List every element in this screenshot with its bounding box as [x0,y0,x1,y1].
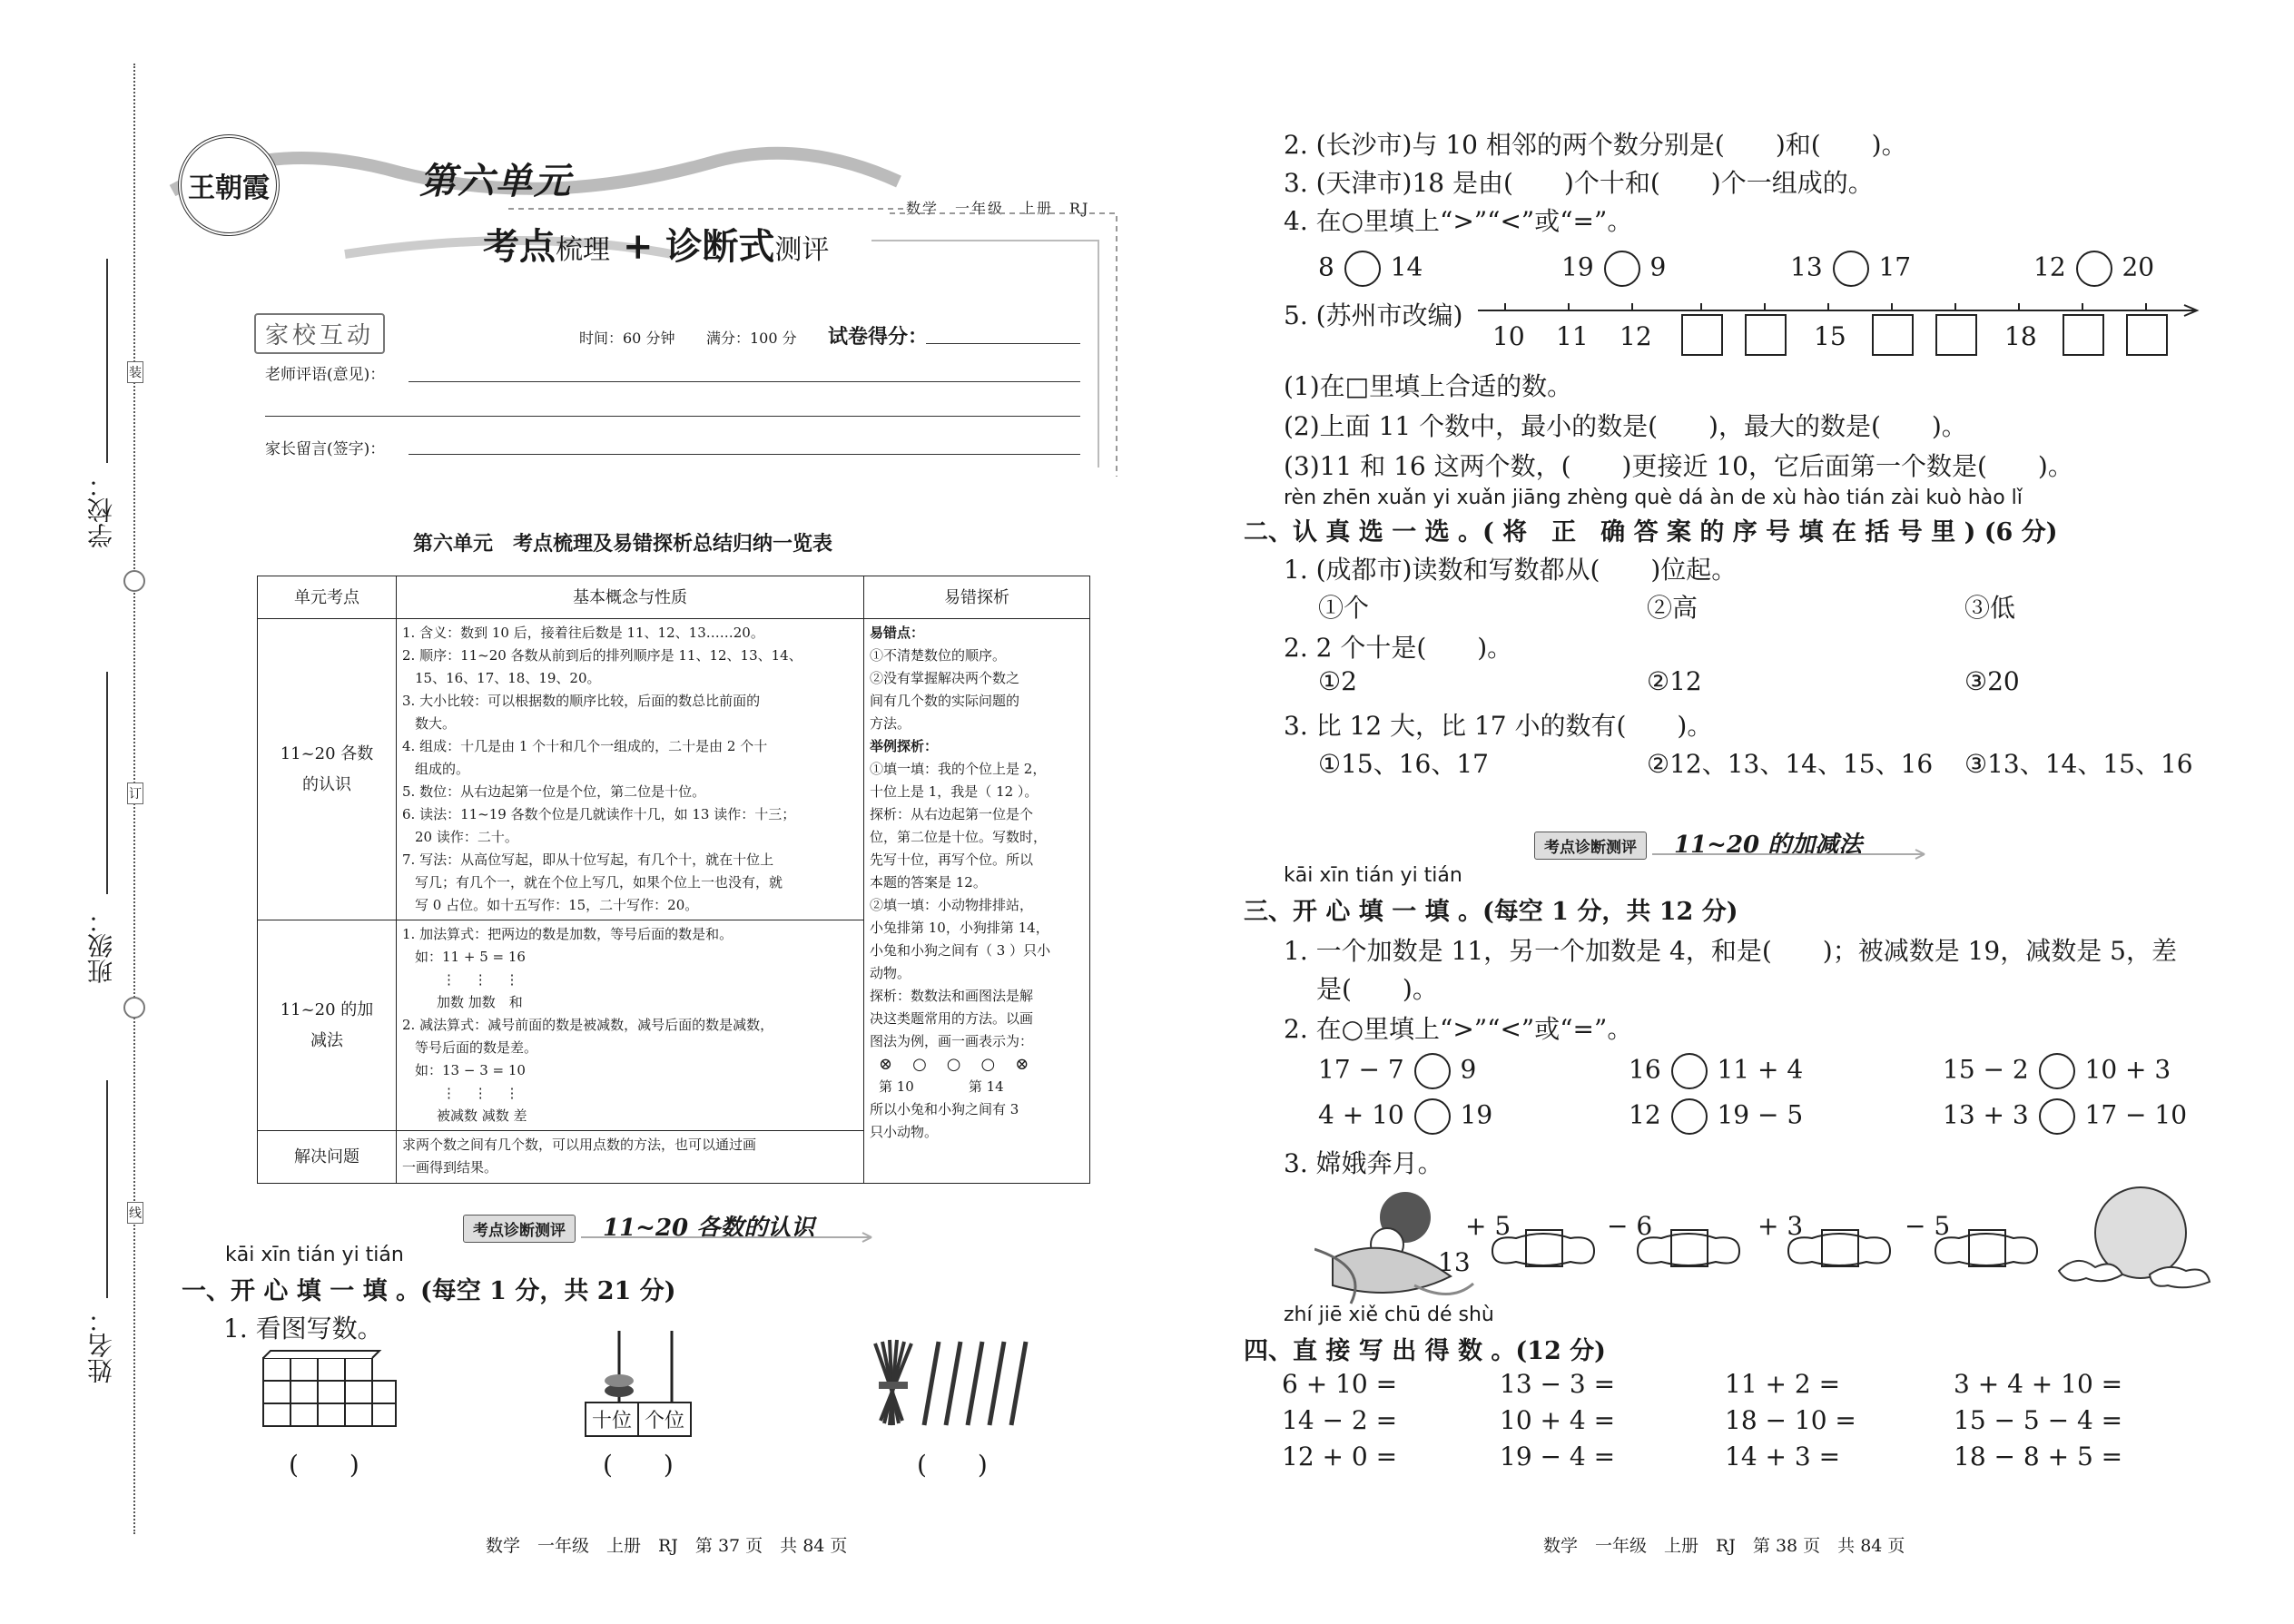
choice-q3-opt-a[interactable]: ①15、16、17 [1318,749,1489,779]
section-1-heading: 一、开 心 填 一 填 。(每空 1 分，共 21 分) [182,1277,676,1305]
tip-line: 十位上是 1，我是（ 12 ）。 [870,783,1039,800]
class-line [106,672,108,894]
compare-left: 12 [1629,1099,1661,1130]
compare-item-3 [1790,251,1911,287]
numline-label: 11 [1556,321,1589,351]
header-dashed-frame [871,204,1144,495]
compare-left: 19 [1561,251,1594,282]
fill-compare-3 [1943,1053,2171,1089]
compare-circle[interactable] [1344,251,1381,287]
content-line: 加数 加数 和 [437,994,523,1010]
sub-title-part3: 诊断式 [665,225,775,268]
calc-item: 14 − 2 = [1282,1405,1398,1435]
banner-title: 11~20 各数的认识 [603,1215,815,1242]
pinyin-1: kāi xīn tián yi tián [225,1244,404,1266]
school-line [106,259,108,463]
compare-right: 19 − 5 [1717,1099,1804,1130]
compare-left: 4 + 10 [1318,1099,1404,1130]
teacher-comment-field-2[interactable] [265,416,1080,417]
compare-circle[interactable] [2039,1098,2075,1135]
content-line: ⋮ ⋮ ⋮ [442,971,519,988]
q1-prompt: 1. 看图写数。 [223,1314,383,1343]
choice-q1-opt-c[interactable]: ③低 [1964,593,2016,623]
tip-line: 探析：从右边起第一位是个 [870,806,1034,822]
unit-title: 第六单元 [419,160,572,202]
tip-line: 小兔和小狗之间有（ 3 ）只小 [870,942,1051,959]
summary-table [257,576,1090,1184]
summary-title: 第六单元 考点梳理及易错探析总结归纳一览表 [413,532,833,556]
q2-neighbors: 2. (长沙市)与 10 相邻的两个数分别是( )和( )。 [1284,130,1907,160]
fill-q3-prompt: 3. 嫦娥奔月。 [1284,1148,1443,1178]
q5-part1: (1)在□里填上合适的数。 [1284,371,1573,401]
parent-comment-field[interactable] [409,454,1080,455]
section-2-heading: 二、认 真 选 一 选 。( 将 正 确 答 案 的 序 号 填 在 括 号 里 ) (6 分) [1244,518,2058,546]
content-line: 1. 含义：数到 10 后，接着往后数是 11、12、13……20。 [402,625,764,641]
section-4-heading: 四、直 接 写 出 得 数 。(12 分) [1244,1337,1606,1365]
brand-tag: 数学 一年级 上册 RJ [906,200,1090,217]
answer-blank-abacus[interactable]: ( ) [603,1450,674,1480]
header-concepts: 基本概念与性质 [397,576,864,619]
content-line: 2. 顺序：11~20 各数从前到后的排列顺序是 11、12、13、14、 [402,647,802,664]
compare-circle[interactable] [1414,1098,1451,1135]
compare-left: 13 + 3 [1943,1099,2029,1130]
content-line: 写几；有几个一，就在个位上写几，如果个位上一也没有，就 [415,874,783,891]
content-add-subtract [397,920,864,1131]
tip-line: ②填一填：小动物排排站， [870,897,1034,913]
content-line: 7. 写法：从高位写起，即从十位写起，有几个十，就在十位上 [402,851,774,868]
tip-line: 举例探析： [870,738,939,754]
answer-blank-cubes[interactable]: ( ) [289,1450,359,1480]
calc-item: 6 + 10 = [1282,1369,1398,1399]
header-error-analysis: 易错探析 [864,576,1090,619]
fill-compare-1 [1318,1053,1476,1089]
tip-line: 易错点： [870,625,925,641]
content-line: 等号后面的数是差。 [415,1039,538,1056]
numline-box[interactable] [1935,314,1977,356]
compare-circle[interactable] [1833,251,1869,287]
content-line: 被减数 减数 差 [437,1107,527,1124]
fill-q1-line2: 是( )。 [1316,974,1438,1004]
chain-op-4: − 5 [1905,1211,1951,1241]
cat-add-subtract [258,920,397,1131]
binding-tag-zhuang: 装 [127,361,143,383]
family-school-label: 家校互动 [254,313,385,354]
tip-line: 动物。 [870,965,911,981]
tip-line: 决这类题常用的方法。以画 [870,1010,1034,1027]
cat-line: 11~20 各数 [280,743,374,763]
answer-blank-sticks[interactable]: ( ) [917,1450,988,1480]
abacus-figure [585,1331,694,1402]
sub-title-part1: 考点 [483,225,556,268]
tip-line: 图法为例，画一画表示为： [870,1033,1034,1049]
compare-circle[interactable] [2076,251,2112,287]
compare-right: 19 [1460,1099,1493,1130]
binding-hole-2 [123,997,145,1019]
choice-q2-opt-c[interactable]: ③20 [1964,666,2020,696]
score-field[interactable] [926,343,1080,344]
content-line: 15、16、17、18、19、20。 [415,670,601,686]
header-unit-point: 单元考点 [258,576,397,619]
tip-line: ①填一填：我的个位上是 2， [870,761,1047,777]
sub-title [483,218,829,270]
choice-q3: 3. 比 12 大，比 17 小的数有( )。 [1284,711,1713,741]
content-line: ⋮ ⋮ ⋮ [442,1085,519,1101]
tip-line: ②没有掌握解决两个数之 [870,670,1020,686]
name-label: 姓名： [86,1307,116,1383]
calc-item: 18 − 8 + 5 = [1954,1442,2123,1471]
numline-label: 18 [2004,321,2037,351]
tip-line: 位，第二位是十位。写数时， [870,829,1048,845]
content-line: 5. 数位：从右边起第一位是个位，第二位是十位。 [402,783,706,800]
fill-q2-prompt: 2. 在○里填上“>”“<”或“=”。 [1284,1014,1633,1044]
parent-comment-label: 家长留言(签字)： [265,440,386,458]
change-fairy-illustration [1314,1176,1478,1313]
error-analysis-cell [864,619,1090,1184]
q5-part2: (2)上面 11 个数中，最小的数是( )，最大的数是( )。 [1284,411,1967,441]
choice-q1-opt-b[interactable]: ②高 [1647,593,1698,623]
sub-title-part4: 测评 [774,234,830,266]
chain-start-number: 13 [1438,1247,1471,1277]
exam-full-score: 满分：100 分 [706,330,797,347]
right-page-footer: 数学 一年级 上册 RJ 第 38 页 共 84 页 [1543,1536,1905,1556]
choice-q3-opt-c[interactable]: ③13、14、15、16 [1964,749,2193,779]
compare-circle[interactable] [1671,1053,1708,1089]
content-line: 一画得到结果。 [402,1159,498,1176]
pinyin-4: zhí jiē xiě chū dé shù [1284,1304,1494,1326]
teacher-comment-field[interactable] [409,381,1080,382]
content-line: 数大。 [415,715,457,732]
compare-left: 15 − 2 [1943,1054,2029,1085]
calc-item: 10 + 4 = [1500,1405,1616,1435]
content-line: 4. 组成：十几是由 1 个十和几个一组成的，二十是由 2 个十 [402,738,768,754]
choice-q2-opt-b[interactable]: ②12 [1647,666,1702,696]
compare-circle[interactable] [1671,1098,1708,1135]
numline-box[interactable] [1872,314,1914,356]
numline-label: 12 [1620,321,1652,351]
compare-right: 9 [1649,251,1667,282]
choice-q2-opt-a[interactable]: ①2 [1318,666,1357,696]
compare-left: 17 − 7 [1318,1054,1404,1085]
compare-right: 17 [1878,251,1912,282]
sub-title-plus: + [622,225,654,268]
fill-q1-line1: 1. 一个加数是 11，另一个加数是 4，和是( )；被减数是 19，减数是 5，差 [1284,936,2177,966]
banner-arrow [1652,848,1943,861]
compare-right: 10 + 3 [2084,1054,2171,1085]
pinyin-2: rèn zhēn xuǎn yi xuǎn jiāng zhèng què dá àn de xù hào tián zài kuò hào lǐ [1284,487,2023,509]
compare-right: 11 + 4 [1717,1054,1804,1085]
numline-box[interactable] [2126,314,2168,356]
banner-pill: 考点诊断测评 [463,1215,576,1243]
banner-title: 11~20 的加减法 [1674,832,1863,859]
calc-item: 3 + 4 + 10 = [1954,1369,2123,1399]
left-page-footer: 数学 一年级 上册 RJ 第 37 页 共 84 页 [486,1536,848,1556]
brand-logo: 王朝霞 [178,134,280,236]
tip-line: 所以小兔和小狗之间有 3 [870,1101,1019,1117]
calc-item: 18 − 10 = [1725,1405,1856,1435]
compare-right: 20 [2122,251,2155,282]
tip-line: 本题的答案是 12。 [870,874,987,891]
fill-compare-5 [1629,1098,1803,1135]
content-line: 2. 减法算式：减号前面的数是被减数，减号后面的数是减数， [402,1017,774,1033]
tip-line: 小兔排第 10，小狗排第 14， [870,920,1049,936]
compare-left: 8 [1318,251,1334,282]
content-line: 20 读作：二十。 [415,829,518,845]
calc-item: 15 − 5 − 4 = [1954,1405,2123,1435]
compare-circle[interactable] [1414,1053,1451,1089]
content-line: 如：11 + 5 = 16 [415,949,526,965]
content-line: 6. 读法：11~19 各数个位是几就读作十几，如 13 读作：十三； [402,806,796,822]
calc-item: 19 − 4 = [1500,1442,1616,1471]
exam-time: 时间：60 分钟 [579,330,675,347]
q4-compare-prompt: 4. 在○里填上“>”“<”或“=”。 [1284,206,1633,236]
banner-arrow [581,1231,890,1244]
fill-compare-6 [1943,1098,2187,1135]
class-label: 班级： [86,908,116,984]
calc-item: 12 + 0 = [1282,1442,1398,1471]
content-line: 求两个数之间有几个数，可以用点数的方法，也可以通过画 [402,1137,757,1153]
compare-item-2 [1561,251,1666,287]
compare-circle[interactable] [1604,251,1640,287]
abacus-ones-label: 个位 [645,1410,685,1432]
binding-tag-xian: 线 [127,1202,143,1224]
tip-line: 只小动物。 [870,1124,939,1140]
chain-op-3: + 3 [1757,1211,1804,1241]
abacus-tens-label: 十位 [586,1403,639,1435]
counting-sticks-figure [866,1334,1048,1434]
section-3-heading: 三、开 心 填 一 填 。(每空 1 分，共 12 分) [1244,898,1738,926]
tip-line: 第 10 第 14 [879,1078,1004,1095]
tip-line: 先写十位，再写个位。所以 [870,851,1034,868]
fill-compare-2 [1629,1053,1803,1089]
school-label: 学校： [86,472,116,548]
compare-right: 14 [1390,251,1423,282]
compare-left: 13 [1790,251,1823,282]
content-problem-solving [397,1131,864,1184]
numline-box[interactable] [1681,314,1723,356]
name-line [106,1080,108,1298]
content-line: 3. 大小比较：可以根据数的顺序比较，后面的数总比前面的 [402,693,761,709]
compare-item-1 [1318,251,1423,287]
binding-hole-1 [123,570,145,592]
choice-q3-opt-b[interactable]: ②12、13、14、15、16 [1647,749,1934,779]
cat-line: 11~20 的加 [280,999,374,1019]
binding-tag-ding: 订 [127,782,143,804]
exam-score-label: 试卷得分： [828,325,929,349]
compare-right: 17 − 10 [2084,1099,2188,1130]
content-line: 如：13 − 3 = 10 [415,1062,526,1078]
compare-left: 16 [1629,1054,1661,1085]
sub-title-part2: 梳理 [556,234,610,266]
calc-item: 13 − 3 = [1500,1369,1616,1399]
cat-line: 减法 [310,1030,343,1050]
tip-line: ①不清楚数位的顺序。 [870,647,1007,664]
q5-prompt: 5. (苏州市改编) [1284,300,1463,330]
chain-answer-box-4[interactable] [1968,1229,2006,1267]
tip-line: 方法。 [870,715,911,732]
choice-q1: 1. (成都市)读数和写数都从( )位起。 [1284,555,1738,585]
cube-blocks-figure [261,1349,398,1427]
fill-compare-4 [1318,1098,1492,1135]
q3-composition: 3. (天津市)18 是由( )个十和( )个一组成的。 [1284,168,1874,198]
abacus-label-box [585,1402,692,1437]
choice-q2: 2. 2 个十是( )。 [1284,633,1513,663]
numline-box[interactable] [1745,314,1787,356]
tip-line: 探析：数数法和画图法是解 [870,988,1034,1004]
content-line: 组成的。 [415,761,470,777]
banner-pill: 考点诊断测评 [1534,832,1647,860]
numline-box[interactable] [2063,314,2104,356]
content-line: 1. 加法算式：把两边的数是加数，等号后面的数是和。 [402,926,733,942]
chain-op-1: + 5 [1465,1211,1511,1241]
calc-item: 14 + 3 = [1725,1442,1841,1471]
compare-right: 9 [1460,1054,1477,1085]
compare-left: 12 [2033,251,2066,282]
numline-label: 10 [1492,321,1525,351]
cat-line: 解决问题 [294,1147,359,1166]
moon-illustration [2050,1180,2213,1298]
compare-item-4 [2033,251,2154,287]
teacher-comment-label: 老师评语(意见)： [265,366,386,384]
calc-item: 11 + 2 = [1725,1369,1841,1399]
cat-recognition [258,619,397,920]
content-line: 写 0 占位。如十五写作：15，二十写作：20。 [415,897,699,913]
chain-op-2: − 6 [1607,1211,1653,1241]
tip-line: ⊗ ○ ○ ○ ⊗ [879,1055,1031,1074]
content-recognition [397,619,864,920]
tip-line: 间有几个数的实际问题的 [870,693,1020,709]
chain-answer-box-3[interactable] [1821,1229,1859,1267]
choice-q1-opt-a[interactable]: ①个 [1318,593,1370,623]
cat-problem-solving [258,1131,397,1184]
q5-part3: (3)11 和 16 这两个数，( )更接近 10，它后面第一个数是( )。 [1284,451,2073,481]
cat-line: 的认识 [302,774,351,794]
chain-answer-box-2[interactable] [1670,1229,1708,1267]
chain-answer-box-1[interactable] [1525,1229,1563,1267]
pinyin-3: kāi xīn tián yi tián [1284,864,1462,887]
numline-label: 15 [1814,321,1846,351]
compare-circle[interactable] [2039,1053,2075,1089]
